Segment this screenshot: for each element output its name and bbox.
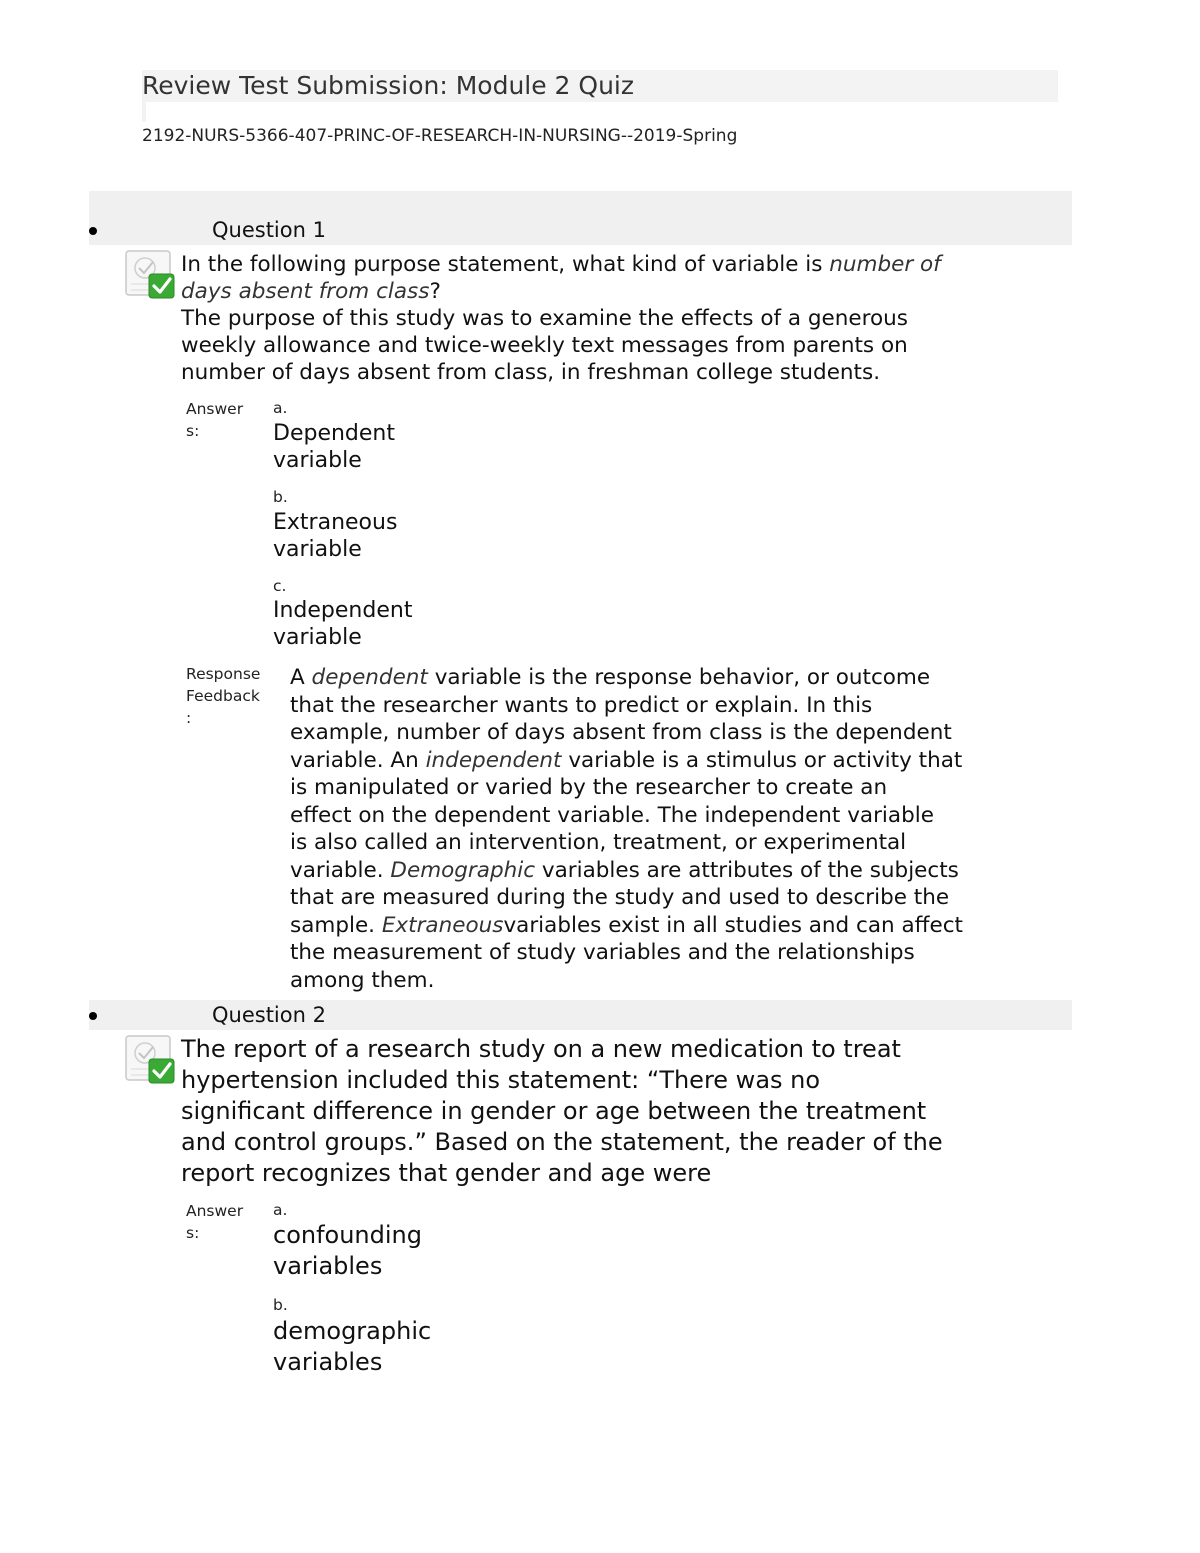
feedback-text: variable. bbox=[290, 857, 391, 883]
option-text-line: variables bbox=[273, 1252, 383, 1280]
option-letter: c. bbox=[273, 577, 287, 595]
feedback-line: that are measured during the study and used to describe the bbox=[290, 885, 950, 910]
prompt-lead: In the following purpose statement, what kind of variable is bbox=[181, 252, 830, 277]
prompt-emphasis: days absent from class bbox=[181, 279, 430, 304]
feedback-emphasis: independent bbox=[425, 747, 562, 773]
prompt-line: report recognizes that gender and age were bbox=[181, 1159, 712, 1187]
correct-check-icon bbox=[125, 1035, 177, 1085]
purpose-statement-line: weekly allowance and twice-weekly text messages from parents on bbox=[181, 333, 908, 358]
feedback-line: is also called an intervention, treatment, or experimental bbox=[290, 830, 907, 855]
question-2-bullet bbox=[89, 1012, 97, 1020]
response-feedback-label bbox=[186, 663, 260, 729]
title-divider bbox=[142, 102, 146, 122]
purpose-statement-line: number of days absent from class, in freshman college students. bbox=[181, 360, 881, 385]
answer-option-a bbox=[273, 1220, 422, 1282]
option-text-line: Extraneous bbox=[273, 510, 398, 535]
feedback-line: that the researcher wants to predict or explain. In this bbox=[290, 692, 873, 718]
feedback-label-line: Feedback bbox=[186, 687, 260, 705]
prompt-emphasis: number of bbox=[829, 252, 941, 277]
purpose-statement-line: The purpose of this study was to examine the effects of a generous bbox=[181, 306, 908, 331]
correct-check-icon bbox=[125, 250, 177, 300]
answers-label bbox=[186, 398, 243, 442]
answer-option-a bbox=[273, 420, 395, 474]
answers-label-line: Answer bbox=[186, 400, 244, 418]
option-letter: a. bbox=[273, 399, 288, 417]
feedback-text: variable is the response behavior, or outcome bbox=[427, 665, 931, 690]
question-2-prompt bbox=[181, 1034, 1031, 1189]
page-title: Review Test Submission: Module 2 Quiz bbox=[142, 70, 1058, 102]
question-1-prompt bbox=[181, 251, 1031, 386]
feedback-line: the measurement of study variables and the relationships bbox=[290, 940, 915, 965]
feedback-text: variable is a stimulus or activity that bbox=[561, 747, 963, 773]
feedback-emphasis: dependent bbox=[311, 665, 428, 690]
question-2-heading: Question 2 bbox=[212, 1003, 326, 1027]
feedback-emphasis: Demographic bbox=[390, 857, 536, 883]
option-letter: b. bbox=[273, 1296, 288, 1314]
feedback-text: variables are attributes of the subjects bbox=[535, 857, 959, 883]
option-text-line: Independent bbox=[273, 598, 413, 623]
question-1-heading: Question 1 bbox=[212, 218, 326, 242]
answers-label bbox=[186, 1200, 243, 1244]
option-text-line: variable bbox=[273, 448, 362, 473]
feedback-text: A bbox=[290, 665, 312, 690]
answers-label-line: s: bbox=[186, 1224, 200, 1242]
option-text-line: demographic bbox=[273, 1317, 432, 1345]
prompt-line: and control groups.” Based on the statement, the reader of the bbox=[181, 1128, 943, 1156]
answers-label-line: s: bbox=[186, 422, 200, 440]
feedback-emphasis: Extraneous bbox=[381, 912, 504, 938]
feedback-text: variable. An bbox=[290, 747, 426, 773]
question-1-bullet bbox=[89, 227, 97, 235]
course-identifier: 2192-NURS-5366-407-PRINC-OF-RESEARCH-IN-NURSING--2019-Spring bbox=[142, 126, 738, 146]
prompt-line: significant difference in gender or age between the treatment bbox=[181, 1097, 927, 1125]
feedback-label-line: Response bbox=[186, 665, 261, 683]
answer-option-c bbox=[273, 597, 412, 651]
answers-label-line: Answer bbox=[186, 1202, 244, 1220]
feedback-label-line: : bbox=[186, 709, 192, 727]
response-feedback bbox=[290, 664, 963, 994]
prompt-line: The report of a research study on a new medication to treat bbox=[181, 1035, 901, 1063]
option-text-line: variable bbox=[273, 537, 362, 562]
feedback-text: variables exist in all studies and can affect bbox=[503, 912, 963, 938]
option-text-line: variable bbox=[273, 625, 362, 650]
option-text-line: Dependent bbox=[273, 421, 395, 446]
feedback-line: among them. bbox=[290, 967, 435, 993]
option-text-line: confounding bbox=[273, 1221, 422, 1249]
prompt-end: ? bbox=[429, 279, 441, 304]
feedback-line: effect on the dependent variable. The independent variable bbox=[290, 802, 934, 828]
option-letter: b. bbox=[273, 488, 288, 506]
prompt-line: hypertension included this statement: “There was no bbox=[181, 1066, 821, 1094]
feedback-text: sample. bbox=[290, 912, 382, 938]
feedback-line: example, number of days absent from class is the dependent bbox=[290, 720, 952, 745]
feedback-line: is manipulated or varied by the researcher to create an bbox=[290, 775, 888, 800]
option-text-line: variables bbox=[273, 1348, 383, 1376]
answer-option-b bbox=[273, 509, 397, 563]
option-letter: a. bbox=[273, 1201, 288, 1219]
answer-option-b bbox=[273, 1316, 431, 1378]
